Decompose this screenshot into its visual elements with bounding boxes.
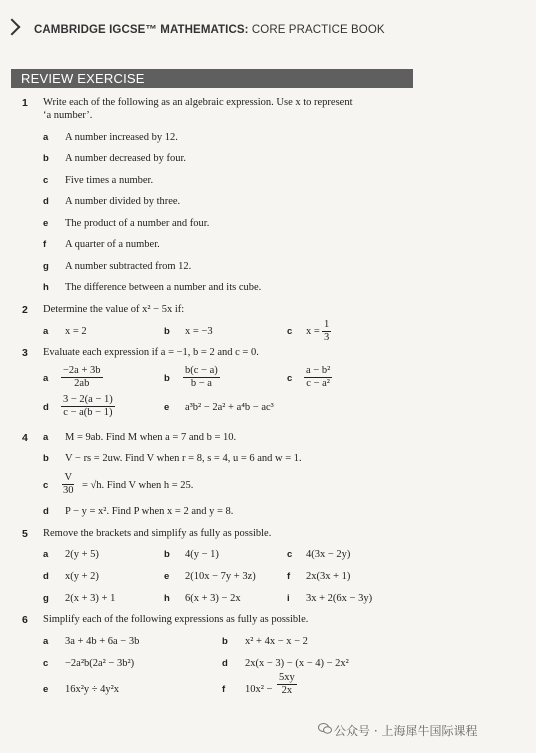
item-text: A number decreased by four. xyxy=(65,153,187,164)
item-label: h xyxy=(43,282,49,293)
item-label: c xyxy=(43,658,49,669)
fraction: $\frac{5xy}{2x}$ xyxy=(279,672,295,696)
item-label: c xyxy=(43,175,49,186)
watermark: 公众号 · 上海犀牛国际课程 xyxy=(334,724,478,738)
question-number: 4 xyxy=(22,432,28,444)
question-number: 3 xyxy=(22,347,28,359)
chevron-right-icon xyxy=(4,19,21,36)
item-label: b xyxy=(164,549,170,560)
question-prompt: Remove the brackets and simplify as fully as possible. xyxy=(43,528,272,539)
item-label: i xyxy=(287,593,290,604)
fraction: $\frac{\text{a − b²}}{\text{c − a²}}$ xyxy=(306,365,331,389)
item-label: d xyxy=(43,196,49,207)
item-text: 4(3x − 2y) xyxy=(306,549,351,560)
item-text: A number subtracted from 12. xyxy=(65,261,192,272)
item-label: d xyxy=(43,571,49,582)
item-text: 2x(3x + 1) xyxy=(306,571,351,582)
item-label: g xyxy=(43,261,49,272)
item-label: b xyxy=(43,153,49,164)
item-text: = √h. Find V when h = 25. xyxy=(82,480,194,491)
item-text: −2a²b(2a² − 3b²) xyxy=(65,658,135,669)
item-label: b xyxy=(164,373,170,384)
item-label: e xyxy=(43,684,49,695)
item-label: d xyxy=(43,402,49,413)
item-text: 6(x + 3) − 2x xyxy=(185,593,241,604)
item-label: d xyxy=(222,658,228,669)
item-label: a xyxy=(43,432,49,443)
item-label: d xyxy=(43,506,49,517)
question-number: 6 xyxy=(22,614,28,626)
item-text: 16x²y ÷ 4y²x xyxy=(65,684,120,695)
item-label: f xyxy=(222,684,226,695)
item-text: V − rs = 2uw. Find V when r = 8, s = 4, u = 6 and w = 1. xyxy=(65,453,302,464)
item-text: x = −3 xyxy=(185,326,213,337)
question-number: 1 xyxy=(22,97,28,109)
fraction: $\frac{-2a + 3b}{2ab}$ xyxy=(63,365,101,389)
question-prompt: Evaluate each expression if a = −1, b = 2 and c = 0. xyxy=(43,347,259,358)
item-label: a xyxy=(43,549,49,560)
item-text: x = xyxy=(306,326,320,337)
item-label: b xyxy=(43,453,49,464)
item-label: a xyxy=(43,326,49,337)
item-label: e xyxy=(164,402,170,413)
item-label: c xyxy=(287,549,293,560)
item-text: 3x + 2(6x − 3y) xyxy=(306,593,373,604)
question-prompt: Determine the value of x² − 5x if: xyxy=(43,304,185,315)
wechat-icon xyxy=(318,723,332,734)
item-label: a xyxy=(43,132,49,143)
book-title: CAMBRIDGE IGCSE™ MATHEMATICS: CORE PRACTICE BOOK xyxy=(34,24,385,36)
page-header xyxy=(0,0,536,50)
fraction: $\frac{3 - 2(a - 1)}{c - a(b - 1)}$ xyxy=(63,394,113,418)
item-text: 4(y − 1) xyxy=(185,549,219,560)
item-label: e xyxy=(164,571,170,582)
item-label: f xyxy=(43,239,47,250)
section-title: REVIEW EXERCISE xyxy=(11,69,413,88)
item-text: The product of a number and four. xyxy=(65,218,210,229)
item-label: c xyxy=(43,480,49,491)
item-text: Five times a number. xyxy=(65,175,154,186)
item-text: 2(10x − 7y + 3z) xyxy=(185,571,256,582)
question-prompt: ‘a number’. xyxy=(43,110,93,121)
item-text: x(y + 2) xyxy=(65,571,99,582)
question-number: 5 xyxy=(22,528,28,540)
item-text: 10x² − xyxy=(245,684,273,695)
item-label: b xyxy=(222,636,228,647)
item-text: P − y = x². Find P when x = 2 and y = 8. xyxy=(65,506,234,517)
question-prompt: Simplify each of the following expressions as fully as possible. xyxy=(43,614,309,625)
item-label: g xyxy=(43,593,49,604)
item-label: a xyxy=(43,636,49,647)
question-number: 2 xyxy=(22,304,28,316)
item-label: b xyxy=(164,326,170,337)
fraction: $\frac{b(c - a)}{b - a}$ xyxy=(185,365,218,389)
item-text: 2(y + 5) xyxy=(65,549,99,560)
item-text: a³b² − 2a² + a⁴b − ac³ xyxy=(185,402,274,413)
item-text: x = 2 xyxy=(65,326,87,337)
item-text: M = 9ab. Find M when a = 7 and b = 10. xyxy=(65,432,237,443)
item-label: e xyxy=(43,218,49,229)
item-label: c xyxy=(287,373,293,384)
item-label: c xyxy=(287,326,293,337)
item-text: 3a + 4b + 6a − 3b xyxy=(65,636,140,647)
item-text: 2x(x − 3) − (x − 4) − 2x² xyxy=(245,658,349,669)
fraction: $\frac{1}{3}$ xyxy=(324,319,330,343)
question-prompt: Write each of the following as an algebraic expression. Use x to represent xyxy=(43,97,353,108)
item-label: h xyxy=(164,593,170,604)
item-text: A quarter of a number. xyxy=(65,239,160,250)
item-text: A number divided by three. xyxy=(65,196,181,207)
item-text: A number increased by 12. xyxy=(65,132,178,143)
fraction: $\frac{V}{30}$ xyxy=(63,472,74,496)
item-text: x² + 4x − x − 2 xyxy=(245,636,308,647)
item-text: The difference between a number and its cube. xyxy=(65,282,262,293)
item-label: a xyxy=(43,373,49,384)
item-text: 2(x + 3) + 1 xyxy=(65,593,116,604)
item-label: f xyxy=(287,571,291,582)
